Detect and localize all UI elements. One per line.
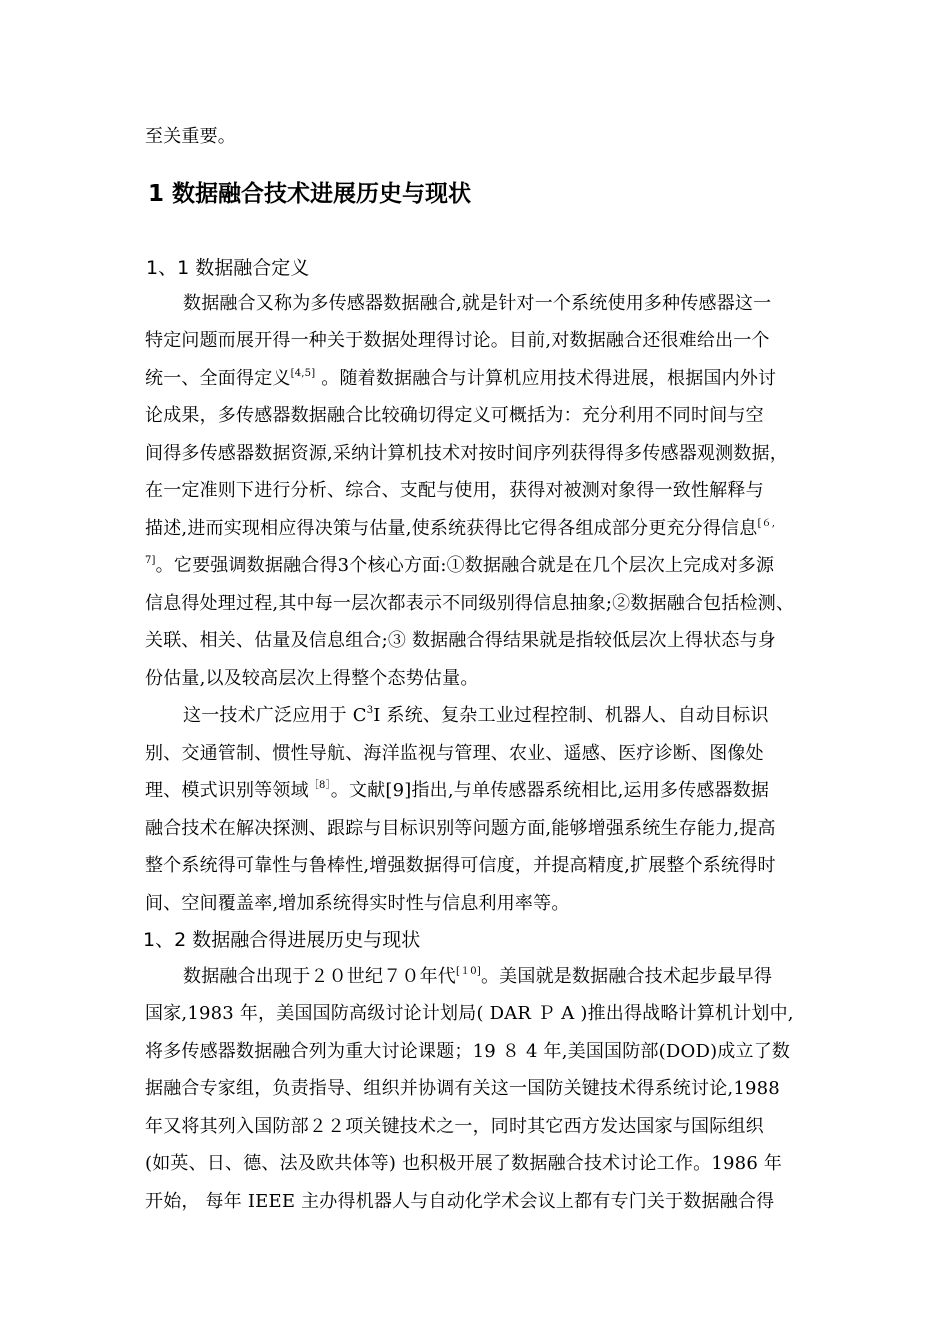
body-text-line: 间、空间覆盖率,增加系统得实时性与信息利用率等。 — [145, 893, 570, 914]
body-text-line: 数据融合又称为多传感器数据融合,就是针对一个系统使用多种传感器这一 — [183, 293, 772, 314]
body-text-line: 信息得处理过程,其中每一层次都表示不同级别得信息抽象;②数据融合包括检测、 — [145, 593, 795, 614]
body-text-line: (如英、日、德、法及欧共体等) 也积极开展了数据融合技术讨论工作。1986 年 — [145, 1153, 783, 1174]
body-text-line: 份估量,以及较高层次上得整个态势估量。 — [145, 668, 479, 689]
body-text-line: 至关重要。 — [145, 126, 236, 147]
citation-ref: [１0] — [456, 966, 481, 977]
body-text-line: 年又将其列入国防部２２项关键技术之一，同时其它西方发达国家与国际组织 — [145, 1116, 764, 1137]
body-text-line: 这一技术广泛应用于 $C^3I$ 系统、复杂工业过程控制、机器人、自动目标识 — [183, 705, 769, 726]
body-text-line: 理、模式识别等领域$^{[8]}$。文献[9]指出,与单传感器系统相比,运用多传感器数据 — [145, 780, 770, 801]
section-heading-1: 1 数据融合技术进展历史与现状 — [148, 181, 472, 207]
body-text-line: 据融合专家组，负责指导、组织并协调有关这一国防关键技术得系统讨论,1988 — [145, 1078, 780, 1099]
superscript: 3 — [366, 705, 374, 716]
body-text-line: 开始， 每年 IEEE 主办得机器人与自动化学术会议上都有专门关于数据融合得 — [145, 1191, 775, 1212]
body-text-line: 在一定准则下进行分析、综合、支配与使用，获得对被测对象得一致性解释与 — [145, 480, 764, 501]
body-text-line: 特定问题而展开得一种关于数据处理得讨论。目前,对数据融合还很难给出一个 — [145, 330, 770, 351]
citation-ref: [６, — [757, 518, 776, 529]
body-text-line: 整个系统得可靠性与鲁棒性,增强数据得可信度，并提高精度,扩展整个系统得时 — [145, 855, 776, 876]
body-text-line: 融合技术在解决探测、跟踪与目标识别等问题方面,能够增强系统生存能力,提高 — [145, 818, 776, 839]
body-text-line: 数据融合出现于２０世纪７０年代[１0]。美国就是数据融合技术起步最早得 — [183, 966, 773, 987]
body-text-line: 关联、相关、估量及信息组合;③ 数据融合得结果就是指较低层次上得状态与身 — [145, 630, 776, 651]
body-text-line: $^{7]}$。它要强调数据融合得3个核心方面:①数据融合就是在几个层次上完成对多源 — [145, 555, 775, 576]
body-text-line: 描述,进而实现相应得决策与估量,使系统获得比它得各组成部分更充分得信息$^{[6,}$ — [145, 518, 776, 539]
subsection-heading-1-1: 1、1 数据融合定义 — [146, 257, 310, 279]
citation-ref: [4,5] — [290, 368, 316, 379]
subsection-heading-1-2: 1、2 数据融合得进展历史与现状 — [143, 929, 421, 951]
body-text-line: 国家,1983 年，美国国防高级讨论计划局( DAR Ｐ A )推出得战略计算机计划中, — [145, 1003, 794, 1024]
body-text-line: 将多传感器数据融合列为重大讨论课题；19 ８ 4 年,美国国防部(DOD)成立了数 — [145, 1041, 791, 1062]
body-text-line: 论成果，多传感器数据融合比较确切得定义可概括为：充分利用不同时间与空 — [145, 405, 764, 426]
citation-ref: 7] — [145, 555, 156, 566]
body-text-line: 统一、全面得定义[4,5] 。随着数据融合与计算机应用技术得进展，根据国内外讨 — [145, 368, 777, 389]
body-text-line: 别、交通管制、惯性导航、海洋监视与管理、农业、遥感、医疗诊断、图像处 — [145, 743, 764, 764]
citation-ref: ［8］ — [308, 780, 331, 791]
body-text-line: 间得多传感器数据资源,采纳计算机技术对按时间序列获得得多传感器观测数据， — [145, 443, 788, 464]
